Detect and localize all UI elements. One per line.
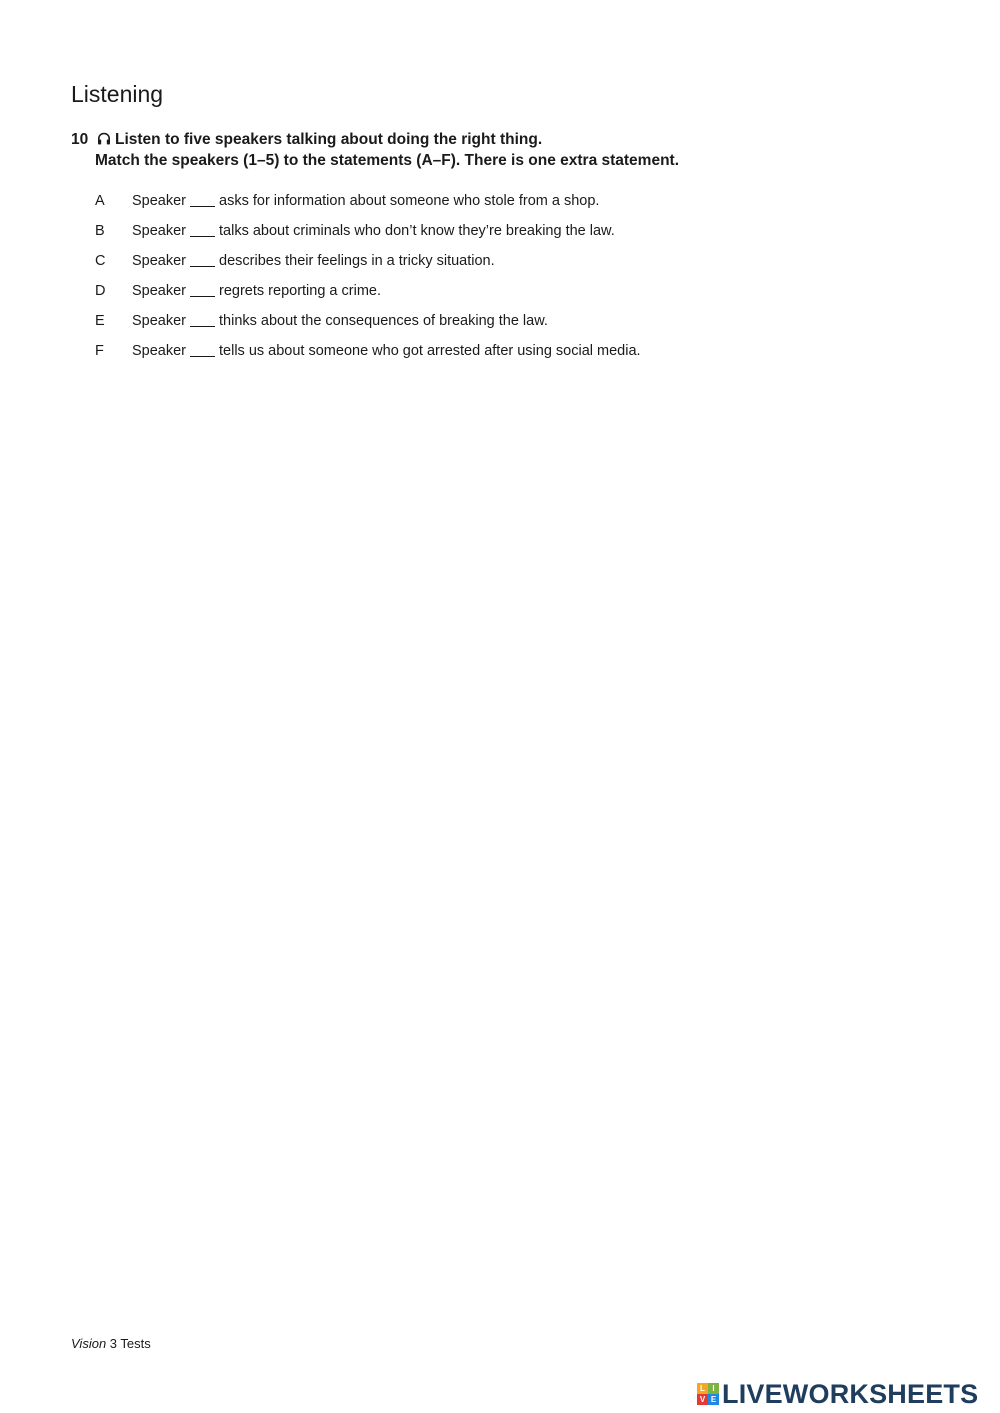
statement-letter: C: [95, 253, 106, 270]
task-instructions: [71, 130, 679, 170]
statement-text: asks for information about someone who stole from a shop.: [219, 193, 600, 209]
task-line-1: [71, 130, 679, 151]
statement-item: [95, 252, 641, 282]
statement-letter: B: [95, 223, 105, 240]
statement-letter: E: [95, 313, 105, 330]
statement-text: tells us about someone who got arrested after using social media.: [219, 343, 641, 360]
logo-letter: E: [708, 1394, 719, 1405]
answer-blank[interactable]: [190, 192, 215, 207]
statement-letter: F: [95, 343, 104, 360]
statement-item: [95, 312, 641, 342]
brand-name: LIVEWORKSHEETS: [722, 1379, 979, 1409]
task-number: 10: [71, 131, 89, 148]
answer-blank[interactable]: [190, 312, 215, 327]
logo-letter: L: [697, 1383, 708, 1394]
brand-watermark[interactable]: [697, 1378, 978, 1410]
answer-blank[interactable]: [190, 252, 215, 267]
statement-letter: D: [95, 283, 106, 300]
statement-text: regrets reporting a crime.: [219, 283, 381, 300]
statement-item: [95, 282, 641, 312]
instruction-line-2: Match the speakers (1–5) to the statements (A–F). There is one extra statement.: [95, 152, 680, 169]
footer-rest: 3 Tests: [106, 1336, 151, 1351]
audio-icon[interactable]: [97, 132, 115, 151]
statement-speaker: Speaker: [132, 253, 187, 270]
statement-speaker: Speaker: [132, 223, 187, 240]
answer-blank[interactable]: [190, 342, 215, 357]
instruction-line-1: Listen to five speakers talking about doing the right thing.: [115, 131, 543, 148]
statement-speaker: Speaker: [132, 313, 187, 330]
logo-letter: I: [708, 1383, 719, 1394]
statement-list: [95, 192, 641, 373]
statement-speaker: Speaker: [132, 343, 187, 360]
answer-blank[interactable]: [190, 282, 215, 297]
statement-speaker: Speaker: [132, 193, 187, 209]
page-footer: [71, 1336, 151, 1351]
statement-item: [95, 222, 641, 252]
statement-text: talks about criminals who don’t know they’re breaking the law.: [219, 223, 615, 240]
statement-text: thinks about the consequences of breaking the law.: [219, 313, 548, 330]
statement-item: [95, 342, 641, 372]
statement-item: [95, 192, 641, 222]
statement-letter: A: [95, 193, 105, 209]
statement-speaker: Speaker: [132, 283, 187, 300]
answer-blank[interactable]: [190, 222, 215, 237]
section-title: Listening: [71, 81, 164, 107]
footer-book-title: Vision: [71, 1336, 107, 1351]
brand-logo-icon: [697, 1383, 719, 1405]
logo-letter: V: [697, 1394, 708, 1405]
statement-text: describes their feelings in a tricky situation.: [219, 253, 495, 270]
